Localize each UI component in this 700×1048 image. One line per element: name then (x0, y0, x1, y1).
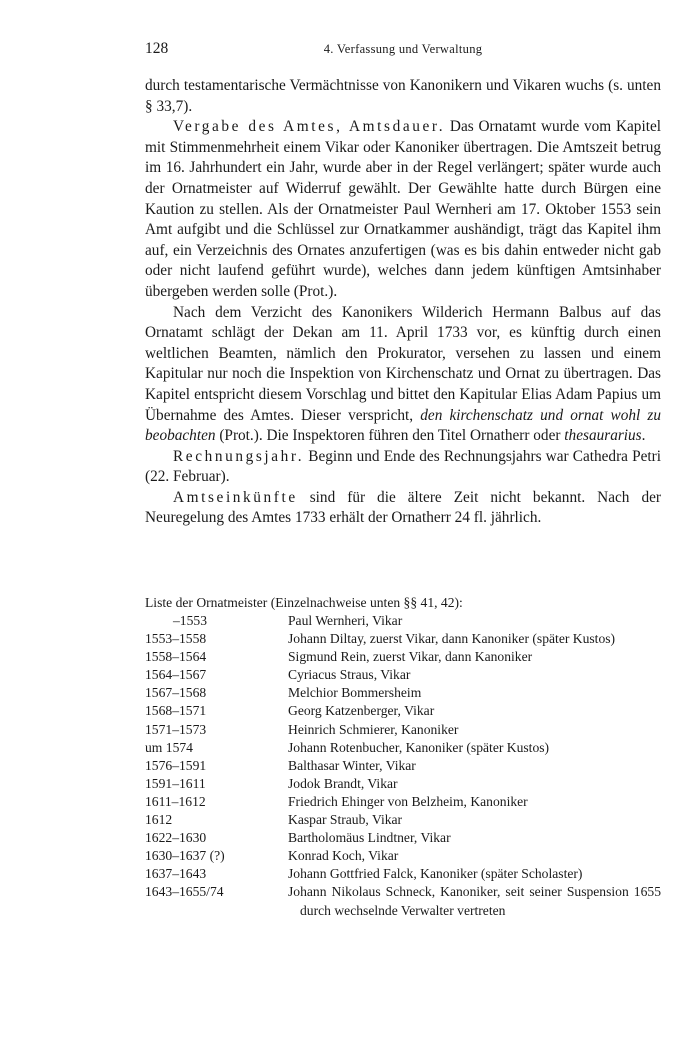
list-item-date: 1643–1655/74 (145, 884, 224, 900)
ornatmeister-list (145, 612, 661, 920)
paragraph-amtseinkuenfte (145, 488, 661, 529)
list-item-name: Bartholomäus Lindtner, Vikar (288, 830, 451, 846)
list-item-name: Johann Gottfried Falck, Kanoniker (später Scholaster) (288, 866, 583, 882)
list-item (145, 739, 661, 757)
paragraph-amtseinkuenfte-text: sind für die ältere Zeit nicht bekannt. Nach der Neuregelung des Amtes 1733 erhält der Ornatherr 24 fl. jährlich. (145, 488, 661, 527)
list-item-name: Jodok Brandt, Vikar (288, 775, 398, 791)
list-item-date: 1558–1564 (145, 649, 207, 665)
list-item-name: Konrad Koch, Vikar (288, 848, 399, 864)
list-item (145, 757, 661, 775)
term-thesaurarius: thesaurarius (564, 427, 642, 445)
list-item (145, 721, 661, 739)
list-item-date: 1568–1571 (145, 703, 207, 719)
paragraph-continuation: durch testamentarische Vermächtnisse von Kanonikern und Vikaren wuchs (s. unten § 33,7). (145, 77, 661, 115)
paragraph-verzicht-text-a: Nach dem Verzicht des Kanonikers Wilderich Hermann Balbus auf das Ornatamt schlägt der Dekan am 11. April 1733 vor, es künftig durch einen weltlichen Beamten, nämlich den Prokurator, versehen zu lassen und einem Kapitular nur noch die Inspektion von Kirchenschatz und Ornat zu übertragen. Das Kapitel entspricht diesem Vorschlag und bittet den Kapitular Elias Adam Papius um Übernahme des Amtes. Dieser verspricht, (145, 303, 661, 424)
list-item (145, 684, 661, 702)
body-text (145, 76, 661, 529)
running-title: 4. Verfassung und Verwaltung (323, 42, 483, 56)
list-item (145, 775, 661, 793)
list-item-date: 1637–1643 (145, 866, 207, 882)
section-heading-rechnungsjahr: Rechnungsjahr. (173, 447, 305, 465)
list-item (145, 666, 661, 684)
list-item-date: um 1574 (145, 739, 193, 755)
page-number: 128 (145, 40, 169, 57)
list-item-name: Cyriacus Straus, Vikar (288, 667, 411, 683)
section-heading-vergabe: Vergabe des Amtes, Amtsdauer. (173, 118, 446, 136)
quoted-promise: den kirchenschatz und ornat wohl zu beobachten (145, 406, 661, 445)
paragraph-rechnungsjahr-text: Beginn und Ende des Rechnungsjahrs war Cathedra Petri (22. Februar). (145, 447, 661, 486)
list-item-date: –1553 (173, 613, 207, 628)
list-item (145, 865, 661, 883)
list-item-name: Heinrich Schmierer, Kanoniker (288, 721, 459, 737)
list-item-date: 1576–1591 (145, 757, 207, 773)
list-item-name: Melchior Bommersheim (288, 685, 422, 701)
list-item-name: Paul Wernheri, Vikar (288, 613, 403, 628)
list-item-date: 1611–1612 (145, 793, 206, 809)
list-item (145, 811, 661, 829)
paragraph-vergabe (145, 117, 661, 302)
list-intro: Liste der Ornatmeister (Einzelnachweise unten §§ 41, 42): (145, 595, 463, 610)
list-item (145, 793, 661, 811)
list-item-date: 1571–1573 (145, 721, 207, 737)
list-item-name: Georg Katzenberger, Vikar (288, 703, 435, 719)
list-item-name: Sigmund Rein, zuerst Vikar, dann Kanoniker (288, 649, 533, 665)
list-item-date: 1567–1568 (145, 685, 207, 701)
list-item-name: Friedrich Ehinger von Belzheim, Kanoniker (288, 793, 528, 809)
list-item-date: 1622–1630 (145, 830, 207, 846)
paragraph-verzicht-text-c: . (641, 427, 646, 445)
paragraph-rechnungsjahr (145, 447, 661, 488)
list-item (145, 847, 661, 865)
list-item (145, 829, 661, 847)
list-item (145, 702, 661, 720)
list-item (145, 612, 661, 630)
list-item-name: Balthasar Winter, Vikar (288, 757, 416, 773)
list-item (145, 630, 661, 648)
list-item-name: Johann Diltay, zuerst Vikar, dann Kanoniker (später Kustos) (288, 631, 616, 647)
paragraph-verzicht-text-b: (Prot.). Die Inspektoren führen den Titel Ornatherr oder (215, 427, 565, 445)
page-header (145, 40, 661, 60)
list-item-name: Kaspar Straub, Vikar (288, 812, 403, 828)
list-item (145, 648, 661, 666)
list-item-date: 1564–1567 (145, 667, 207, 683)
list-item-name: Johann Rotenbucher, Kanoniker (später Kustos) (288, 739, 550, 755)
list-item-date: 1612 (145, 812, 173, 828)
section-heading-amtseinkuenfte: Amtseinkünfte (173, 488, 298, 506)
paragraph-vergabe-text: Das Ornatamt wurde vom Kapitel mit Stimmenmehrheit einem Vikar oder Kanoniker übertragen. Die Amtszeit betrug im 16. Jahrhundert ein Jahr, wurde aber in der Regel verlängert; später wurde auch der Ornatmeister auf Widerruf gewählt. Der Gewählte hatte durch Bürgen eine Kaution zu stellen. Als der Ornatmeister Paul Wernheri am 17. Oktober 1553 sein Amt aufgibt und die Schlüssel zur Ornatkammer aushändigt, trägt das Kapitel ihm auf, ein Verzeichnis des Ornates anzufertigen (was es bis dahin entweder nicht gab oder nicht laufend geführt wurde), welches dann jedem künftigen Amtsinhaber übergeben werden solle (Prot.). (145, 118, 661, 300)
list-item-date: 1630–1637 (?) (145, 848, 225, 864)
list-item-date: 1553–1558 (145, 631, 207, 647)
paragraph-verzicht (145, 303, 661, 447)
list-item (145, 883, 661, 919)
list-item-name: Johann Nikolaus Schneck, Kanoniker, seit seiner Suspension 1655 durch wechselnde Verwalter vertreten (288, 884, 661, 918)
list-item-date: 1591–1611 (145, 775, 206, 791)
